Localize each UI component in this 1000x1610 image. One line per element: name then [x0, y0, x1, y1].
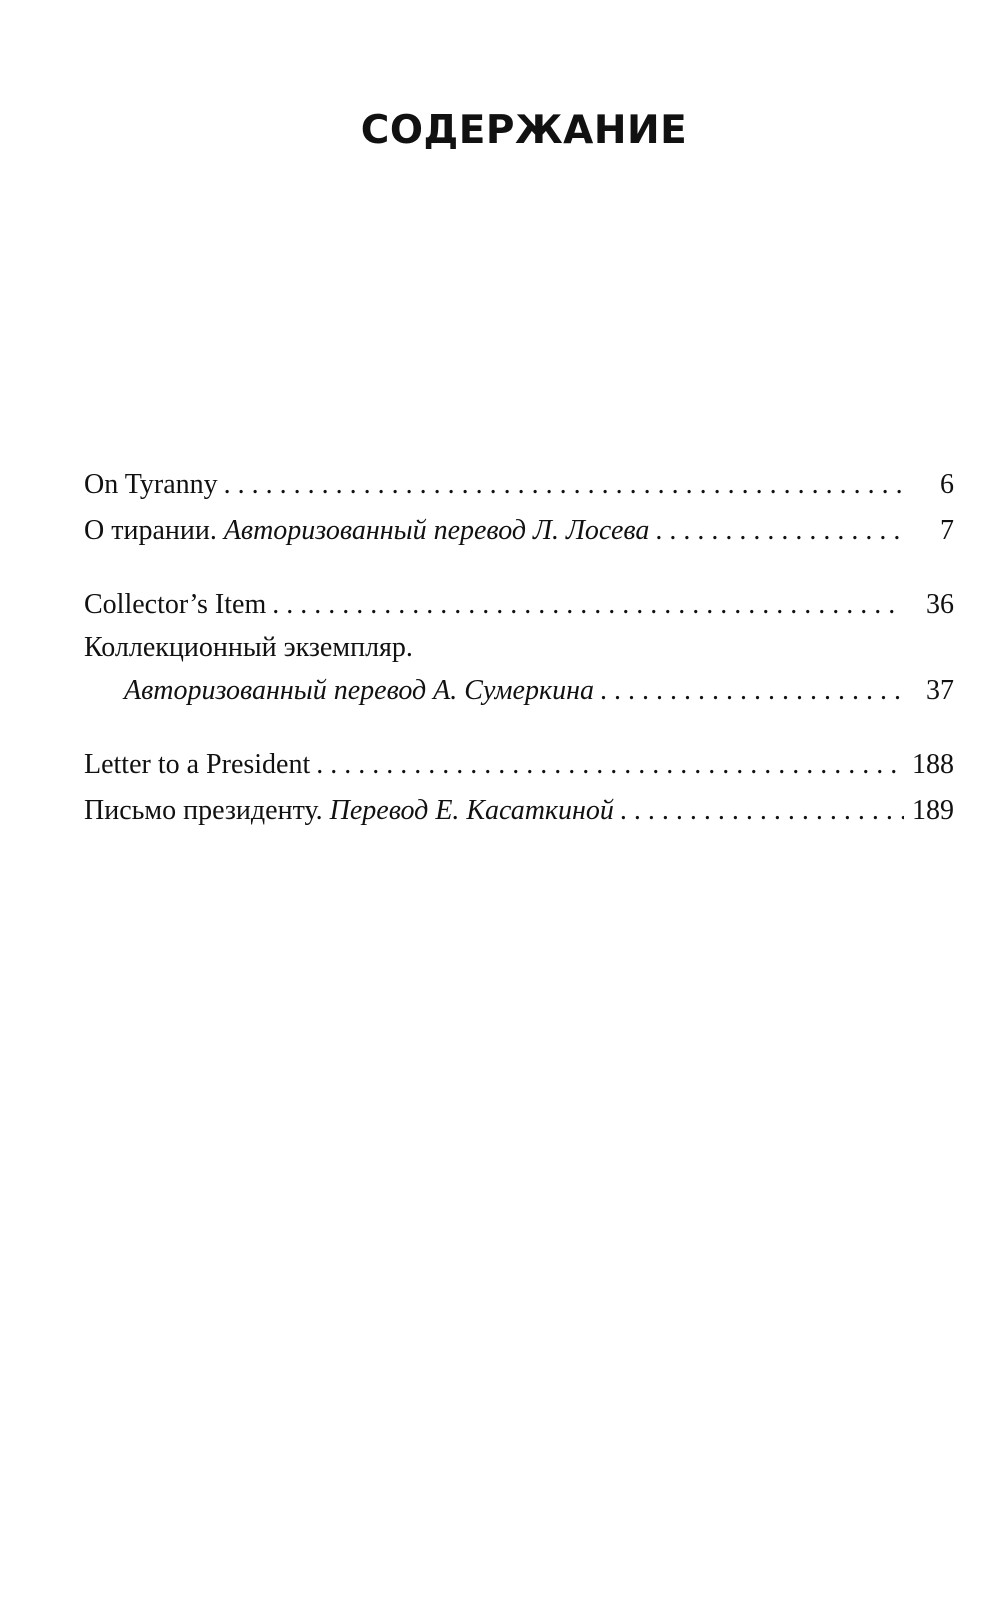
- toc-entry-title: Письмо президенту.: [84, 795, 323, 826]
- toc-dot-leader: [620, 788, 904, 834]
- toc-dot-leader: [224, 462, 904, 508]
- toc-page-number: 37: [926, 675, 954, 706]
- toc-page-number: 189: [912, 795, 954, 826]
- toc-group-collectors-item: [84, 582, 954, 714]
- toc-page-number: 7: [940, 515, 954, 546]
- table-of-contents: [84, 462, 954, 862]
- toc-page-number: 188: [912, 749, 954, 780]
- toc-entry-title: Коллекционный экземпляр.: [84, 632, 413, 663]
- toc-entry-title: О тирании.: [84, 515, 217, 546]
- toc-page-number: 6: [940, 469, 954, 500]
- toc-entry-translator: Авторизованный перевод Л. Лосева: [223, 515, 650, 546]
- toc-entry[interactable]: [84, 508, 954, 554]
- toc-entry-title: Letter to a President: [84, 749, 311, 780]
- toc-entry[interactable]: [84, 462, 954, 508]
- toc-entry[interactable]: [84, 582, 954, 628]
- toc-dot-leader: [272, 582, 904, 628]
- toc-group-letter-to-a-president: [84, 742, 954, 834]
- toc-group-on-tyranny: [84, 462, 954, 554]
- toc-dot-leader: [316, 742, 904, 788]
- page-title: СОДЕРЖАНИЕ: [360, 108, 688, 153]
- toc-entry-translator: Авторизованный перевод А. Сумеркина: [124, 675, 594, 706]
- toc-entry[interactable]: [84, 742, 954, 788]
- toc-entry-continuation[interactable]: [84, 668, 954, 714]
- toc-dot-leader: [655, 508, 904, 554]
- toc-entry[interactable]: [84, 628, 954, 668]
- toc-entry-title: On Tyranny: [84, 469, 218, 500]
- toc-page-number: 36: [926, 589, 954, 620]
- toc-entry-translator: Перевод Е. Касаткиной: [329, 795, 614, 826]
- toc-entry[interactable]: [84, 788, 954, 834]
- toc-dot-leader: [600, 668, 904, 714]
- toc-entry-title: Collector’s Item: [84, 589, 267, 620]
